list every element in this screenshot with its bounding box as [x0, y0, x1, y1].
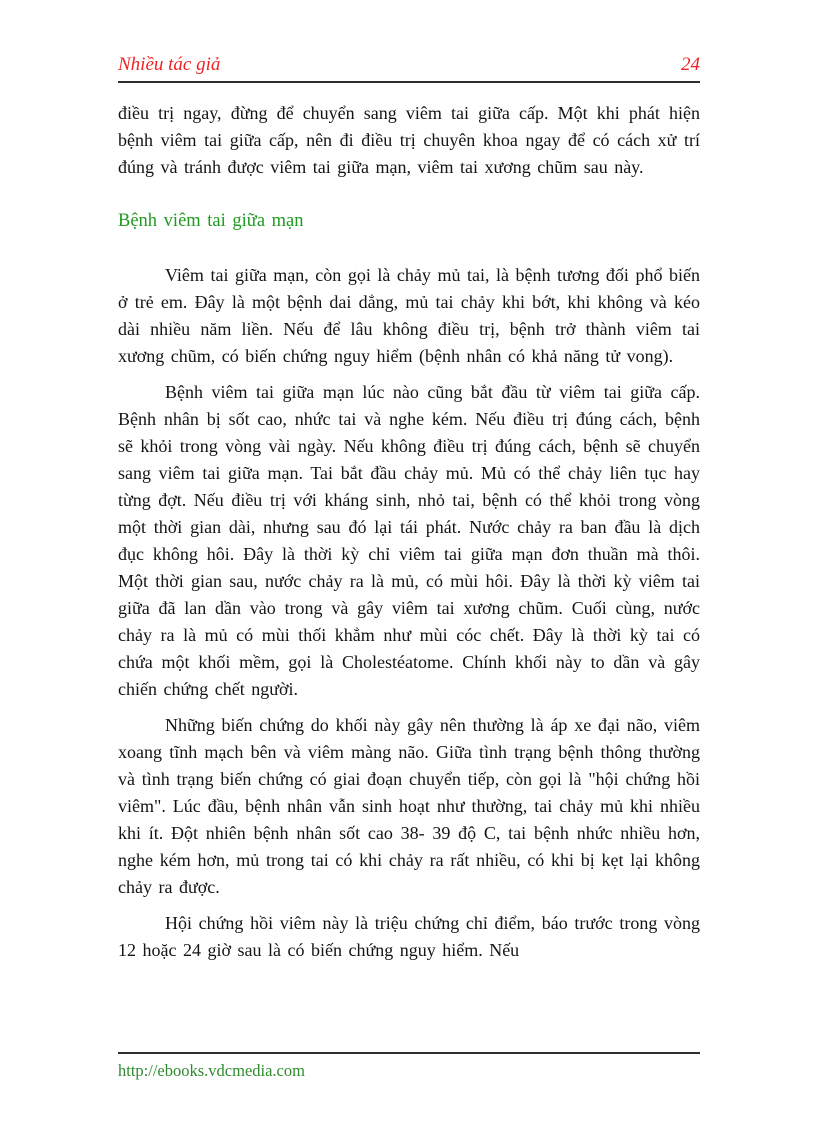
body-paragraph: Hội chứng hồi viêm này là triệu chứng chỉ điểm, báo trước trong vòng 12 hoặc 24 giờ sau là có biến chứng nguy hiểm. Nếu — [118, 913, 700, 960]
body-paragraph: Bệnh viêm tai giữa mạn lúc nào cũng bắt đầu từ viêm tai giữa cấp. Bệnh nhân bị sốt cao, nhức tai và nghe kém. Nếu điều trị đúng cách, bệnh sẽ khỏi trong vòng vài ngày. Nếu không điều trị đúng cách, bệnh sẽ chuyển sang viêm tai giữa mạn. Tai bắt đầu chảy mủ. Mủ có thể chảy liên tục hay từng đợt. Nếu điều trị với kháng sinh, nhỏ tai, bệnh có thể khỏi trong vòng một thời gian dài, nhưng sau đó lại tái phát. Nước chảy ra ban đầu là dịch đục không hôi. Đây là thời kỳ chỉ viêm tai giữa mạn đơn thuần mà thôi. Một thời gian sau, nước chảy ra là mủ, có mùi hôi. Đây là thời kỳ viêm tai giữa đã lan dần vào trong và gây viêm tai xương chũm. Cuối cùng, nước chảy ra là mủ có mùi thối khẳm như mùi cóc chết. Đây là thời kỳ tai có chứa một khối mềm, gọi là Cholestéatome. Chính khối này to dần và gây chiến chứng chết người. — [118, 382, 700, 699]
header-page-number: 24 — [681, 54, 700, 75]
header-author: Nhiều tác giả — [118, 54, 221, 75]
body-text — [118, 100, 700, 964]
page-header — [118, 54, 700, 83]
section-heading: Bệnh viêm tai giữa mạn — [118, 211, 304, 231]
page-footer — [118, 1052, 700, 1081]
body-paragraph: Viêm tai giữa mạn, còn gọi là chảy mủ tai, là bệnh tương đối phổ biến ở trẻ em. Đây là một bệnh dai dẳng, mủ tai chảy khi bớt, khi không và kéo dài nhiều năm liền. Nếu để lâu không điều trị, bệnh trở thành viêm tai xương chũm, có biến chứng nguy hiểm (bệnh nhân có khả năng tử vong). — [118, 265, 700, 366]
body-paragraph-intro: điều trị ngay, đừng để chuyển sang viêm tai giữa cấp. Một khi phát hiện bệnh viêm tai giữa cấp, nên đi điều trị chuyên khoa ngay để có cách xử trí đúng và tránh được viêm tai giữa mạn, viêm tai xương chũm sau này. — [118, 103, 700, 177]
footer-url-link[interactable]: http://ebooks.vdcmedia.com — [118, 1061, 305, 1080]
body-paragraph: Những biến chứng do khối này gây nên thường là áp xe đại não, viêm xoang tĩnh mạch bên và viêm màng não. Giữa tình trạng bệnh thông thường và tình trạng biến chứng có giai đoạn chuyển tiếp, còn gọi là "hội chứng hồi viêm". Lúc đầu, bệnh nhân vẫn sinh hoạt như thường, tai chảy mủ khi nhiều khi ít. Đột nhiên bệnh nhân sốt cao 38- 39 độ C, tai bệnh nhức nhiều hơn, nghe kém hơn, mủ trong tai có khi chảy ra rất nhiều, có khi bị kẹt lại không chảy ra được. — [118, 715, 700, 897]
